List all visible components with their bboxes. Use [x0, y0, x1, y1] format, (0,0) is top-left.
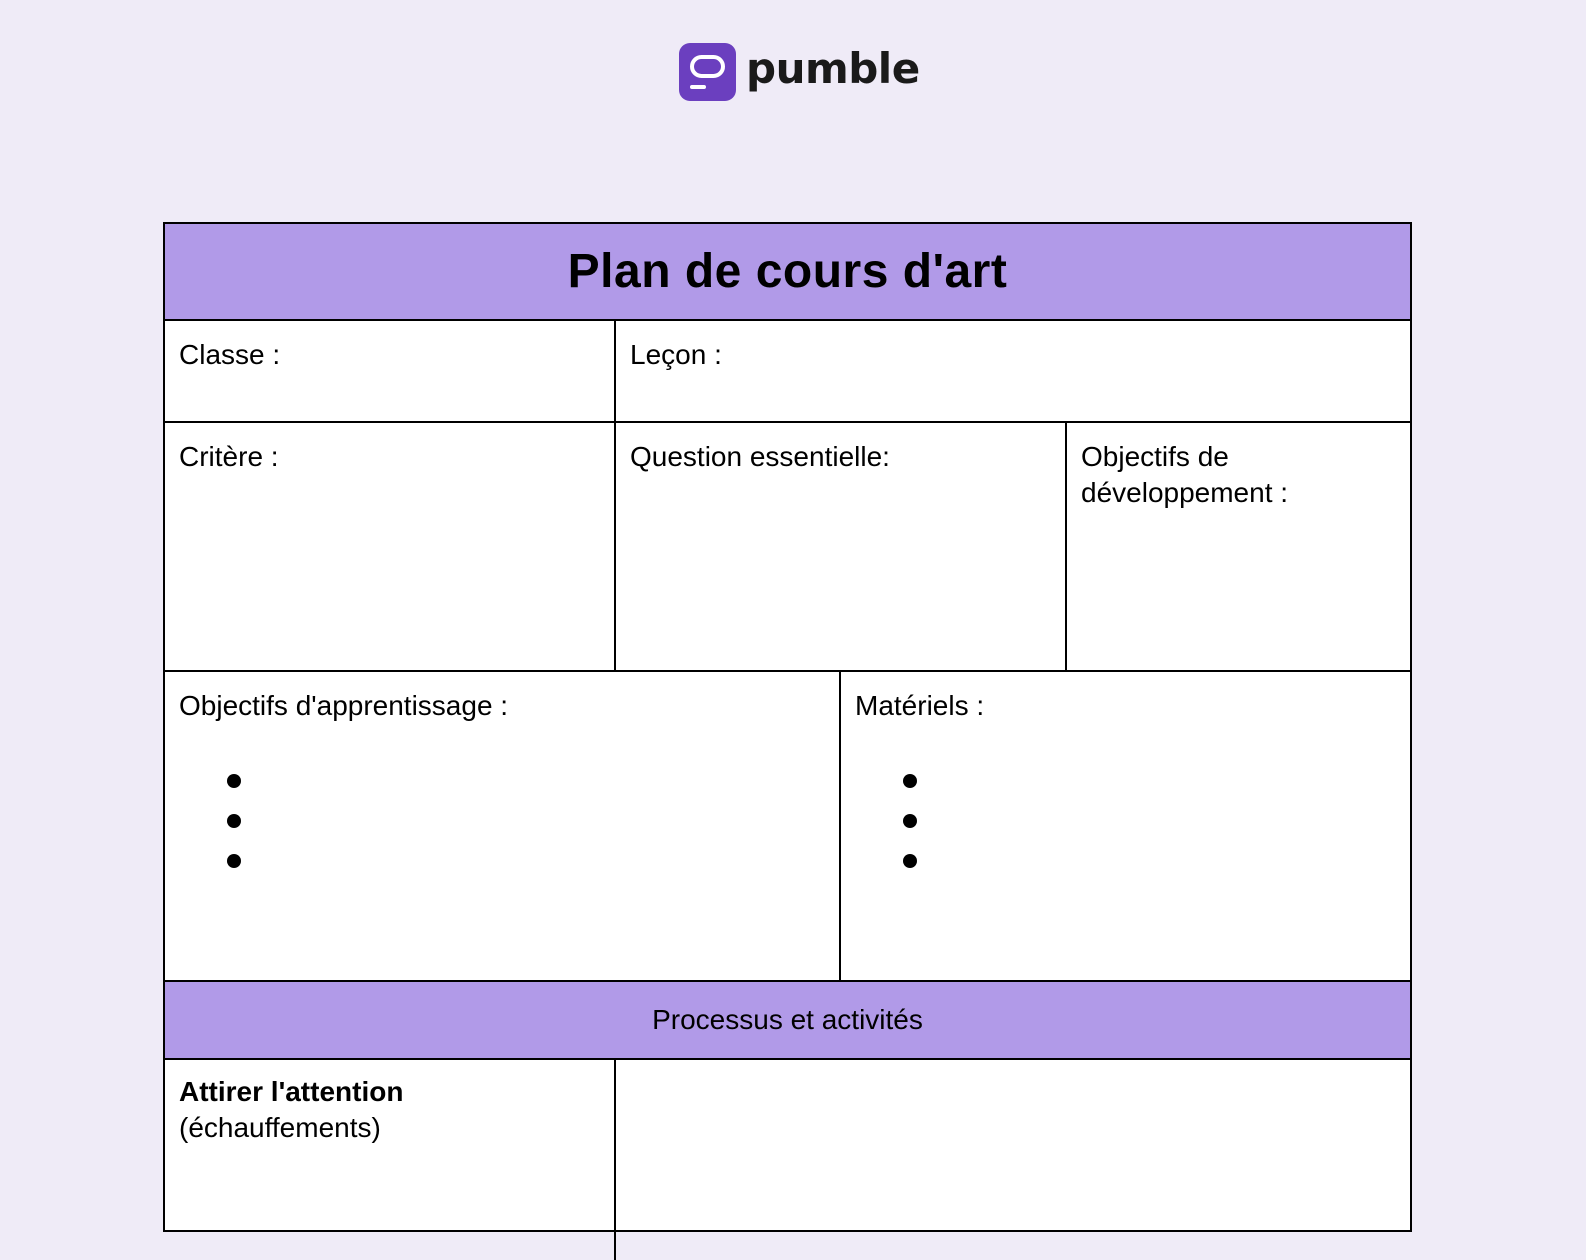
brand-name: pumble [746, 44, 920, 93]
list-item[interactable] [179, 842, 825, 882]
activity-subtitle: (échauffements) [179, 1112, 381, 1143]
development-goals-label: Objectifs de développement : [1081, 441, 1289, 508]
list-item[interactable] [179, 802, 825, 842]
bullet-icon [227, 814, 241, 828]
materials-list [855, 762, 1396, 882]
criteria-field[interactable] [165, 423, 616, 670]
bullet-icon [903, 814, 917, 828]
criteria-row [165, 423, 1410, 672]
brand-logo [679, 42, 920, 102]
list-item[interactable] [855, 762, 1396, 802]
activity-content-field[interactable] [616, 1060, 1410, 1260]
list-item[interactable] [855, 842, 1396, 882]
pumble-logo-icon [679, 43, 736, 101]
page-title: Plan de cours d'art [567, 245, 1008, 298]
bullet-icon [227, 854, 241, 868]
development-goals-field[interactable] [1067, 423, 1410, 670]
essential-question-label: Question essentielle: [630, 441, 890, 472]
section-title: Processus et activités [652, 1004, 923, 1035]
learning-objectives-list [179, 762, 825, 882]
bullet-icon [903, 854, 917, 868]
lesson-label: Leçon : [630, 339, 722, 370]
bullet-icon [903, 774, 917, 788]
class-label: Classe : [179, 339, 281, 370]
section-header-row [165, 982, 1410, 1060]
class-field[interactable] [165, 321, 616, 421]
list-item[interactable] [855, 802, 1396, 842]
class-lesson-row [165, 321, 1410, 423]
activity-row [165, 1060, 1410, 1260]
objectives-materials-row [165, 672, 1410, 982]
materials-field[interactable] [841, 672, 1410, 980]
activity-title: Attirer l'attention [179, 1076, 404, 1107]
bullet-icon [227, 774, 241, 788]
essential-question-field[interactable] [616, 423, 1067, 670]
title-row [165, 224, 1410, 321]
list-item[interactable] [179, 762, 825, 802]
learning-objectives-label: Objectifs d'apprentissage : [179, 690, 509, 721]
learning-objectives-field[interactable] [165, 672, 841, 980]
lesson-plan-table [163, 222, 1412, 1232]
lesson-field[interactable] [616, 321, 1410, 421]
criteria-label: Critère : [179, 441, 279, 472]
materials-label: Matériels : [855, 690, 985, 721]
activity-label-cell [165, 1060, 616, 1260]
